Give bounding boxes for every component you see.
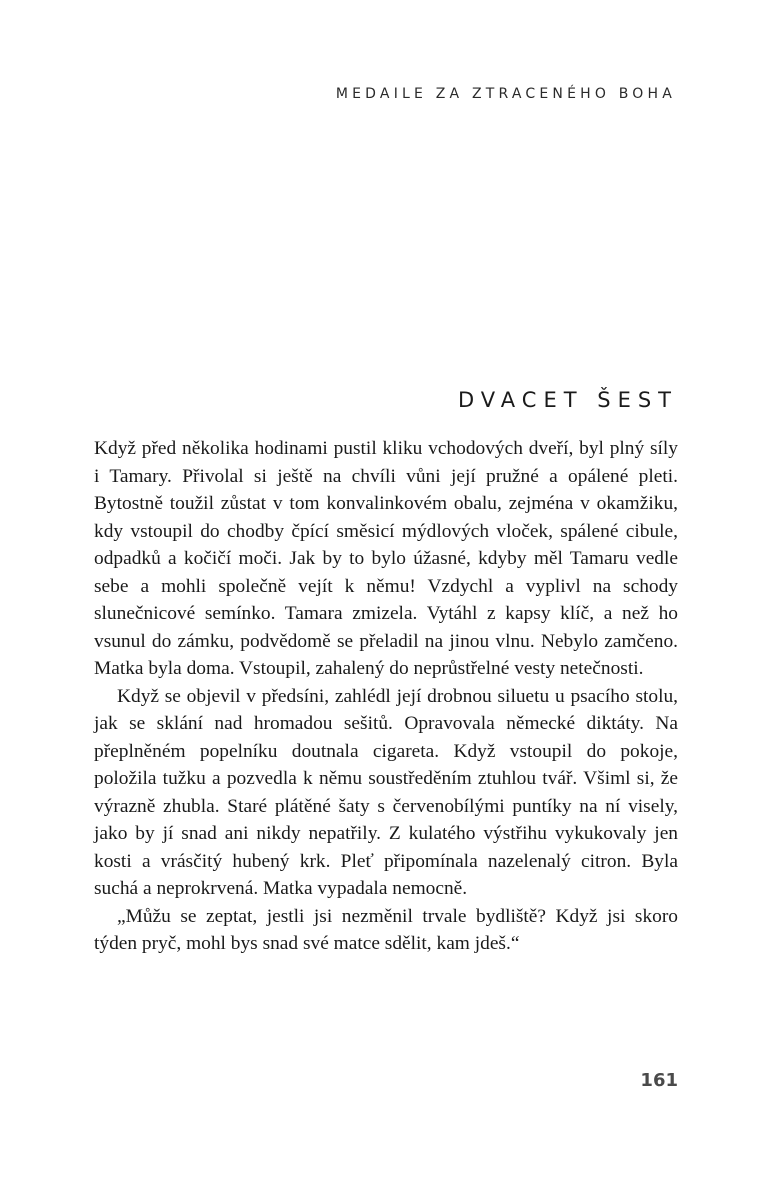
page-number: 161 [640,1070,678,1091]
chapter-title: DVACET ŠEST [457,388,678,412]
body-text [94,435,678,958]
paragraph: Když před několika hodinami pustil kliku vchodových dveří, byl plný síly i Tamary. Přivolal si ještě na chvíli vůni její pružné a opálené pleti. Bytostně toužil zůstat v tom konvalinkovém obalu, zejména v okamžiku, kdy vstoupil do chodby čpící směsicí mýdlových vloček, spálené cibule, odpadků a kočičí moči. Jak by to bylo úžasné, kdyby měl Tamaru vedle sebe a mohli společně vejít k němu! Vzdychl a vyplivl na schody slunečnicové semínko. Tamara zmizela. Vytáhl z kapsy klíč, a než ho vsunul do zámku, podvědomě se přeladil na jinou vlnu. Nebylo zamčeno. Matka byla doma. Vstoupil, zahalený do neprůstřelné vesty netečnosti. [94,438,678,679]
running-head: MEDAILE ZA ZTRACENÉHO BOHA [335,86,676,102]
paragraph: Když se objevil v předsíni, zahlédl její drobnou siluetu u psacího stolu, jak se sklání nad hromadou sešitů. Opravovala německé diktáty. Na přeplněném popelníku doutnala cigareta. Když vstoupil do pokoje, položila tužku a pozvedla k němu soustředěním ztuhlou tvář. Všiml si, že výrazně zhubla. Staré plátěné šaty s červenobílými puntíky na ní visely, jako by jí snad ani nikdy nepatřily. Z kulatého výstřihu vykukovaly jen kosti a vrásčitý hubený krk. Pleť připomínala nazelenalý citron. Byla suchá a neprokrvená. Matka vypadala nemocně. [94,685,678,899]
paragraph: „Můžu se zeptat, jestli jsi nezměnil trvale bydliště? Když jsi skoro týden pryč, mohl bys snad své matce sdělit, kam jdeš.“ [94,905,678,954]
